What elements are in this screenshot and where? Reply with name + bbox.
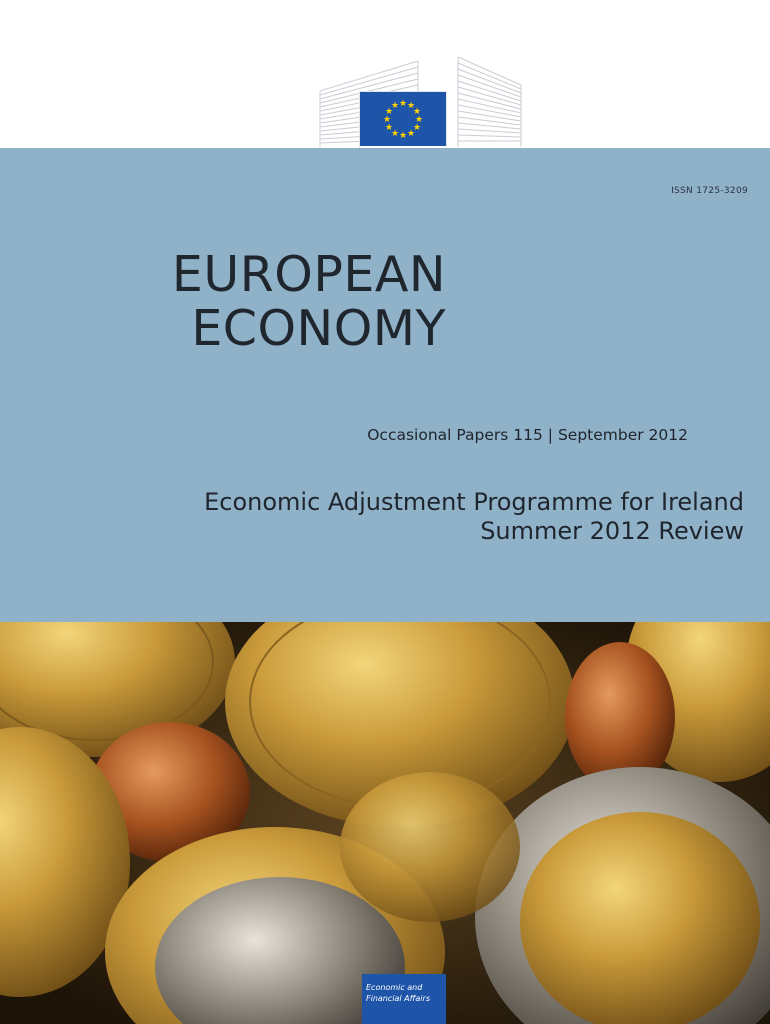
dg-line2: Financial Affairs [366, 994, 430, 1003]
cover-band [0, 148, 770, 622]
dg-ecfin-label [362, 974, 446, 1024]
svg-text:★: ★ [414, 115, 424, 125]
svg-text:★: ★ [384, 123, 394, 133]
series-title [156, 248, 446, 356]
paper-number-date: Occasional Papers 115 | September 2012 [367, 426, 688, 444]
svg-text:★: ★ [398, 131, 408, 141]
series-title-line2: ECONOMY [191, 300, 446, 357]
eu-flag-icon [360, 92, 446, 146]
svg-text:★: ★ [384, 107, 394, 117]
euro-coins-photo [0, 622, 770, 1024]
report-title-line1: Economic Adjustment Programme for Ireland [204, 488, 744, 516]
svg-text:★: ★ [412, 123, 422, 133]
svg-text:★: ★ [390, 129, 400, 139]
svg-text:★: ★ [398, 99, 408, 109]
issn-number: ISSN 1725-3209 [671, 186, 748, 196]
svg-text:★: ★ [406, 129, 416, 139]
svg-text:★: ★ [382, 115, 392, 125]
svg-text:★: ★ [390, 101, 400, 111]
dg-line1: Economic and [366, 983, 423, 992]
coin-middle [340, 772, 520, 922]
series-title-line1: EUROPEAN [171, 246, 446, 303]
svg-text:★: ★ [406, 101, 416, 111]
report-title-line2: Summer 2012 Review [480, 517, 744, 545]
svg-text:★: ★ [412, 107, 422, 117]
report-title [124, 488, 744, 546]
